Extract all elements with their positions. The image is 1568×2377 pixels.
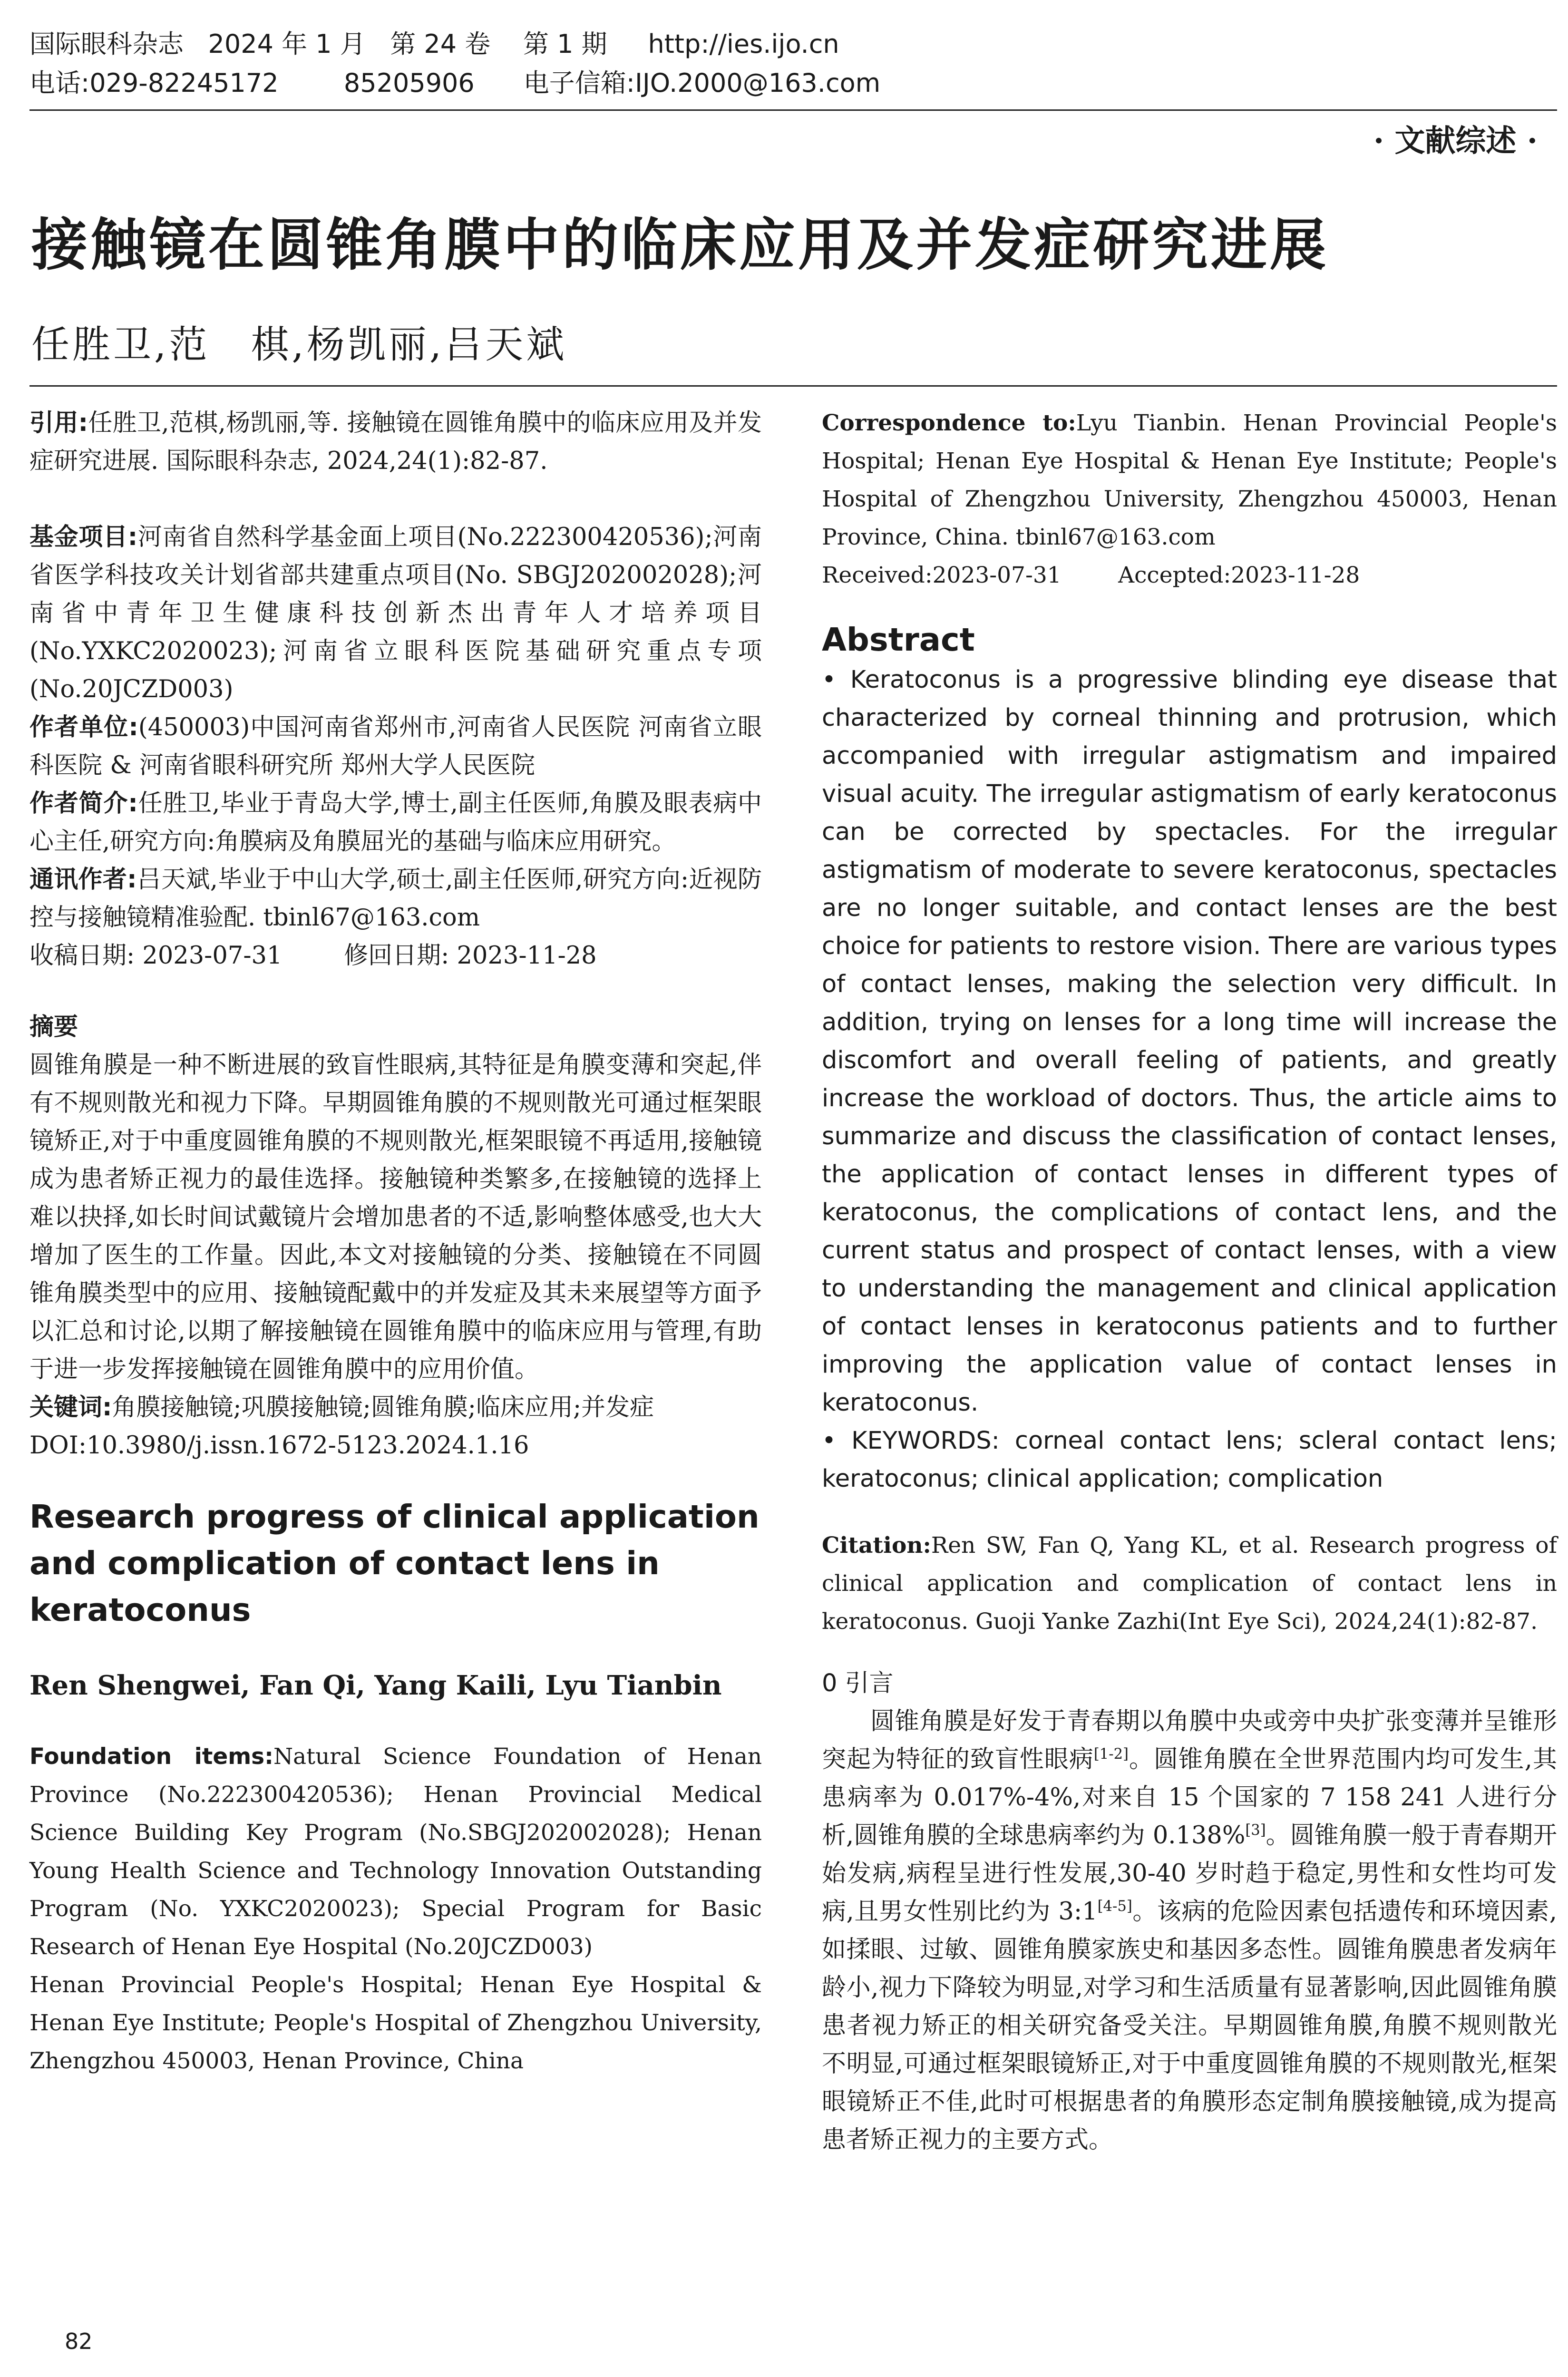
right-column — [822, 404, 1557, 2159]
intro-heading: 0 引言 — [822, 1669, 894, 1697]
author-unit — [29, 709, 762, 785]
author-bio — [29, 785, 762, 861]
english-title: Research progress of clinical application and complication of contact lens in keratoconus — [29, 1498, 760, 1628]
keywords-cn-text: 角膜接触镜;巩膜接触镜;圆锥角膜;临床应用;并发症 — [112, 1393, 654, 1422]
citation-en — [822, 1527, 1557, 1641]
abstract-heading-cn: 摘要 — [29, 1013, 78, 1041]
section-tag: · 文献综述 · — [1373, 123, 1538, 159]
abstract-text-cn: 圆锥角膜是一种不断进展的致盲性眼病,其特征是角膜变薄和突起,伴有不规则散光和视力下降。早期圆锥角膜的不规则散光可通过框架眼镜矫正,对于中重度圆锥角膜的不规则散光,框架眼镜不再适用,接触镜成为患者矫正视力的最佳选择。接触镜种类繁多,在接触镜的选择上难以抉择,如长时间试戴镜片会增加患者的不适,影响整体感受,也大大增加了医生的工作量。因此,本文对接触镜的分类、接触镜在不同圆锥角膜类型中的应用、接触镜配戴中的并发症及其未来展望等方面予以汇总和讨论,以期了解接触镜在圆锥角膜中的临床应用与管理,有助于进一步发挥接触镜在圆锥角膜中的应用价值。 — [29, 1051, 762, 1383]
abstract-text-en: • Keratoconus is a progressive blinding eye disease that characterized by corneal thinning and protrusion, which accompanied with irregular astigmatism and impaired visual acuity. The irregular astigmatism of early keratoconus can be corrected by spectacles. For the irregular astigmatism of moderate to severe keratoconus, spectacles are no longer suitable, and contact lenses are the best choice for patients to restore vision. There are various types of contact lenses, making the selection very difficult. In addition, trying on lenses for a long time will increase the discomfort and overall feeling of patients, and greatly increase the workload of doctors. Thus, the article aims to summarize and discuss the classification of contact lenses, the application of contact lenses in different types of keratoconus, the complications of contact lens, and the current status and prospect of contact lenses, with a view to understanding the management and clinical application of contact lenses in keratoconus patients and to further improving the application value of contact lenses in keratoconus. — [822, 666, 1557, 1417]
citation-cn-text: 任胜卫,范棋,杨凯丽,等. 接触镜在圆锥角膜中的临床应用及并发症研究进展. 国际眼科杂志, 2024,24(1):82-87. — [29, 409, 762, 475]
correspondence-label: Correspondence to: — [822, 410, 1076, 436]
fund-info — [29, 518, 762, 709]
correspondence-en — [822, 404, 1557, 556]
dates-cn: 收稿日期: 2023-07-31 修回日期: 2023-11-28 — [29, 942, 597, 970]
unit-text: (450003)中国河南省郑州市,河南省人民医院 河南省立眼科医院 & 河南省眼科研究所 郑州大学人民医院 — [29, 713, 762, 779]
intro-paragraph — [822, 1703, 1557, 2159]
bio-label: 作者简介: — [29, 789, 138, 818]
foundation-label: Foundation items: — [29, 1744, 273, 1770]
intro-ref-1: [1-2] — [1093, 1746, 1129, 1763]
header-rule — [29, 109, 1557, 111]
left-column — [29, 404, 762, 2080]
intro-ref-3: [4-5] — [1097, 1898, 1132, 1915]
citation-cn — [29, 404, 762, 480]
intro-text-1: 圆锥角膜是好发于青春期以角膜中央或旁中央扩张变薄并呈锥形突起为特征的致盲性眼病 — [822, 1707, 1557, 1773]
title-rule — [29, 385, 1557, 387]
keywords-cn-label: 关键词: — [29, 1393, 112, 1422]
intro-text-4: 。该病的危险因素包括遗传和环境因素,如揉眼、过敏、圆锥角膜家族史和基因多态性。圆锥角膜患者发病年龄小,视力下降较为明显,对学习和生活质量有显著影响,因此圆锥角膜患者视力矫正的相关研究备受关注。早期圆锥角膜,角膜不规则散光不明显,可通过框架眼镜矫正,对于中重度圆锥角膜的不规则散光,框架眼镜矫正不佳,此时可根据患者的角膜形态定制角膜接触镜,成为提高患者矫正视力的主要方式。 — [822, 1898, 1557, 2154]
doi: DOI:10.3980/j.issn.1672-5123.2024.1.16 — [29, 1432, 529, 1460]
unit-label: 作者单位: — [29, 713, 138, 741]
abstract-heading-en: Abstract — [822, 621, 975, 658]
keywords-cn — [29, 1389, 762, 1427]
citation-en-text: Ren SW, Fan Q, Yang KL, et al. Research progress of clinical application and complication of contact lens in keratoconus. Guoji Yanke Zazhi(Int Eye Sci), 2024,24(1):82-87. — [822, 1532, 1557, 1635]
affiliation-en: Henan Provincial People's Hospital; Henan Eye Hospital & Henan Eye Institute; People's Hospital of Zhengzhou University, Zhengzhou 450003, Henan Province, China — [29, 1972, 762, 2074]
journal-header-line2: 电话:029-82245172 85205906 电子信箱:IJO.2000@163.com — [29, 68, 881, 98]
english-authors: Ren Shengwei, Fan Qi, Yang Kaili, Lyu Tianbin — [29, 1670, 722, 1701]
page-number: 82 — [65, 2328, 93, 2354]
citation-en-label: Citation: — [822, 1532, 931, 1559]
corr-label: 通讯作者: — [29, 866, 137, 894]
intro-text-2: 。圆锥角膜在全世界范围内均可发生,其患病率为 0.017%-4%,对来自 15 个国家的 7 158 241 人进行分析,圆锥角膜的全球患病率约为 0.138% — [822, 1745, 1557, 1850]
foundation-items — [29, 1738, 762, 1966]
bio-text: 任胜卫,毕业于青岛大学,博士,副主任医师,角膜及眼表病中心主任,研究方向:角膜病及角膜屈光的基础与临床应用研究。 — [29, 789, 762, 856]
intro-text-3: 。圆锥角膜一般于青春期开始发病,病程呈进行性发展,30-40 岁时趋于稳定,男性和女性均可发病,且男女性别比约为 3:1 — [822, 1822, 1557, 1926]
fund-label: 基金项目: — [29, 523, 138, 551]
foundation-text: Natural Science Foundation of Henan Province (No.222300420536); Henan Provincial Medical Science Building Key Program (No.SBGJ202002028); Henan Young Health Science and Technology Innovation Outstanding Program (No. YXKC2020023); Special Program for Basic Research of Henan Eye Hospital (No.20JCZD003) — [29, 1744, 762, 1960]
received-accepted: Received:2023-07-31 Accepted:2023-11-28 — [822, 562, 1360, 588]
correspondence-text: Lyu Tianbin. Henan Provincial People's Hospital; Henan Eye Hospital & Henan Eye Institute; People's Hospital of Zhengzhou University, Zhengzhou 450003, Henan Province, China. tbinl67@163.com — [822, 410, 1557, 550]
corr-text: 吕天斌,毕业于中山大学,硕士,副主任医师,研究方向:近视防控与接触镜精准验配. tbinl67@163.com — [29, 866, 762, 932]
authors-chinese: 任胜卫,范 棋,杨凯丽,吕天斌 — [31, 322, 567, 367]
page-title: 接触镜在圆锥角膜中的临床应用及并发症研究进展 — [31, 212, 1329, 278]
citation-cn-label: 引用: — [29, 409, 88, 437]
corresponding-author — [29, 861, 762, 937]
intro-ref-2: [3] — [1245, 1822, 1266, 1839]
journal-header-line1: 国际眼科杂志 2024 年 1 月 第 24 卷 第 1 期 http://ies.ijo.cn — [29, 29, 839, 59]
fund-text: 河南省自然科学基金面上项目(No.222300420536);河南省医学科技攻关计划省部共建重点项目(No. SBGJ202002028);河南省中青年卫生健康科技创新杰出青年人才培养项目(No.YXKC2020023);河南省立眼科医院基础研究重点专项(No.20JCZD003) — [29, 523, 762, 703]
keywords-en: • KEYWORDS: corneal contact lens; scleral contact lens; keratoconus; clinical application; complication — [822, 1427, 1557, 1493]
